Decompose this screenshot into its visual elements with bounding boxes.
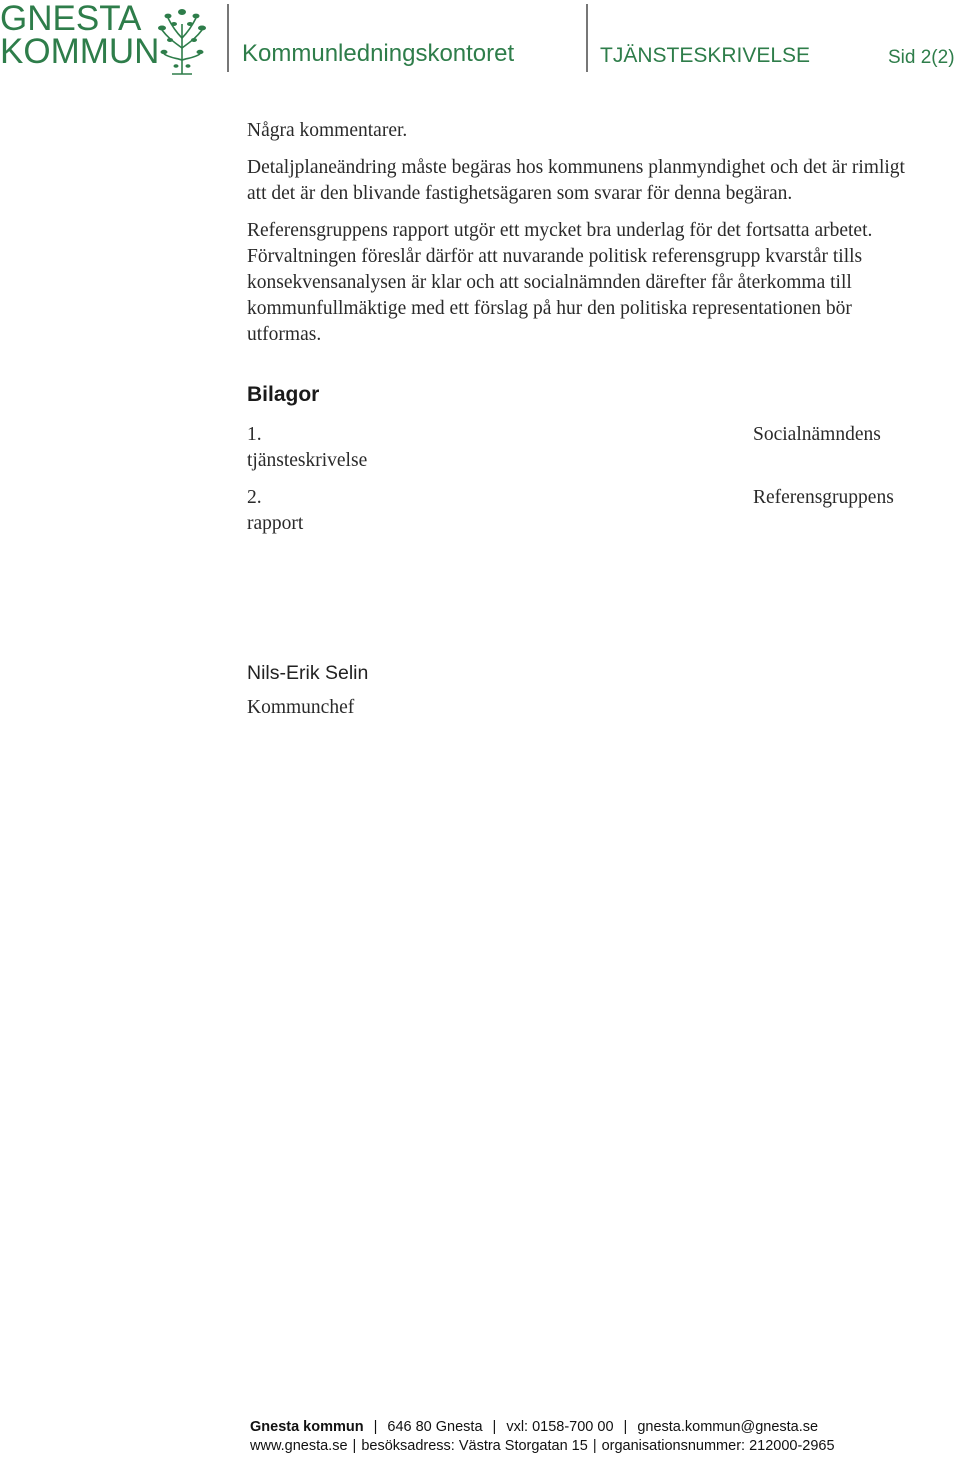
attachment-number: 2. bbox=[247, 487, 262, 508]
signatory-name: Nils-Erik Selin bbox=[247, 662, 369, 684]
attachment-item-2 bbox=[247, 485, 927, 537]
tree-emblem-icon bbox=[154, 4, 210, 76]
footer-website: www.gnesta.se bbox=[250, 1437, 348, 1454]
attachment-name-part2: tjänsteskrivelse bbox=[247, 450, 368, 471]
attachment-number: 1. bbox=[247, 424, 262, 445]
document-type: TJÄNSTESKRIVELSE bbox=[600, 44, 811, 67]
attachment-name-part1: Socialnämndens bbox=[753, 424, 881, 445]
footer-email: gnesta.kommun@gnesta.se bbox=[637, 1419, 819, 1435]
office-name: Kommunledningskontoret bbox=[242, 40, 515, 67]
footer-visit-address: besöksadress: Västra Storgatan 15 bbox=[361, 1437, 588, 1454]
gnesta-logo bbox=[0, 2, 212, 76]
logo-line-2: KOMMUN bbox=[0, 32, 160, 71]
footer-org-number: organisationsnummer: 212000-2965 bbox=[601, 1437, 835, 1454]
footer-phone: vxl: 0158-700 00 bbox=[506, 1419, 614, 1435]
logo-line-1: GNESTA bbox=[0, 0, 142, 38]
attachment-item-1 bbox=[247, 422, 927, 474]
footer-line-1: Gnesta kommun | 646 80 Gnesta | vxl: 0158-700 00 | gnesta.kommun@gnesta.se bbox=[250, 1419, 819, 1435]
signatory-title: Kommunchef bbox=[247, 697, 355, 718]
attachments-heading: Bilagor bbox=[247, 383, 320, 406]
logo-wordmark bbox=[0, 0, 160, 71]
attachment-name-part2: rapport bbox=[247, 513, 304, 534]
paragraph-2: Detaljplaneändring måste begäras hos kommunens planmyndighet och det är rimligt att det är den blivande fastighetsägaren som svarar för denna begäran. bbox=[247, 157, 905, 204]
header-divider-2 bbox=[586, 4, 588, 72]
paragraph-1: Några kommentarer. bbox=[247, 120, 408, 141]
body-text bbox=[247, 118, 927, 359]
header-divider-1 bbox=[227, 4, 229, 72]
attachment-name-part1: Referensgruppens bbox=[753, 487, 894, 508]
footer-address: 646 80 Gnesta bbox=[387, 1419, 483, 1435]
paragraph-3: Referensgruppens rapport utgör ett mycket bra underlag för det fortsatta arbetet. Förvaltningen föreslår därför att nuvarande politisk referensgrupp kvarstår tills konsekvensanalysen är klar och att socialnämnden därefter får återkomma till kommunfullmäktige med ett förslag på hur den politiska representationen bör utformas. bbox=[247, 220, 873, 345]
page-footer bbox=[250, 1418, 835, 1455]
page-number: Sid 2(2) bbox=[888, 47, 955, 68]
footer-line-2: www.gnesta.se | besöksadress: Västra Storgatan 15 | organisationsnummer: 212000-2965 bbox=[250, 1437, 835, 1454]
footer-org: Gnesta kommun bbox=[250, 1419, 364, 1435]
